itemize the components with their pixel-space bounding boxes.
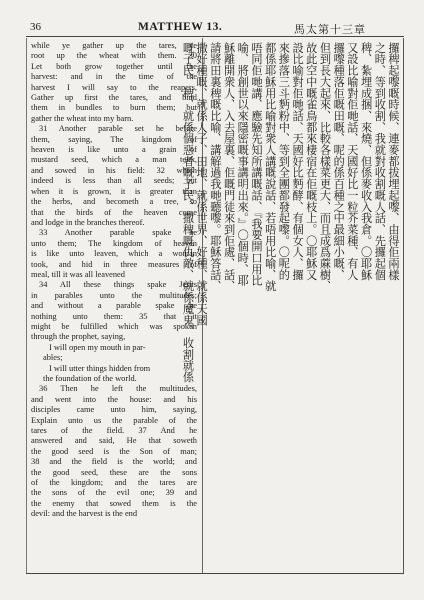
english-line: that the birds of the heaven come — [31, 207, 197, 217]
english-line: harvest I will say to the reapers, — [31, 82, 197, 92]
english-line: root up the wheat with them. 30 — [31, 51, 197, 61]
english-line: through the prophet, saying, — [31, 332, 126, 342]
chinese-column: 都係耶穌用比喻對衆人講嘅說話、若唔用比喻、就 — [263, 42, 277, 292]
english-line: mustard seed, which a man took, — [31, 155, 197, 165]
english-line: meal, till it was all leavened — [31, 269, 125, 279]
english-line: the good seed, these are the sons — [31, 467, 197, 477]
english-line: 31 Another parable set he before — [39, 124, 197, 134]
english-line: harvest: and in the time of the — [31, 72, 197, 82]
chinese-column: 來摻落三斗麪粉中、等到全團都發起嚟。〇呢的 — [277, 42, 291, 281]
chinese-column: 穌離開衆人、入去屋裏、佢嘅門徒來到佢處、話、 — [222, 42, 236, 292]
footer-rule — [26, 573, 404, 574]
english-line: the good seed is the Son of man; — [31, 446, 197, 456]
english-line: heaven is like unto a grain of — [31, 145, 197, 155]
chinese-column: 嘅子民、稗、就係個惡者嘅子民、撒稗嘅仇敵、就係魔鬼、收割就係 — [181, 42, 195, 383]
english-line: while ye gather up the tares, ye — [31, 41, 197, 50]
english-line: them in bundles to burn them; but — [31, 103, 197, 113]
english-line: answered and said, He that soweth — [31, 436, 197, 446]
chinese-column: 攞稗起嚟嘅時候、連麥都拔埋起嚟、由得佢兩樣 — [387, 42, 400, 281]
chinese-column: 又設比喻對佢哋話、天國好比一粒芥菜種、有人 — [345, 42, 359, 281]
chinese-column: 喻、將創世以來隱密嘅事講明出來。』〇個時、耶 — [236, 42, 250, 287]
english-line: and lodge in the branches thereof. — [31, 217, 145, 227]
english-line: Explain unto us the parable of the — [31, 415, 197, 425]
english-line: 33 Another parable spake he — [39, 228, 197, 238]
chinese-column: 設比喻對佢哋話、天國好比麪酵、有個女人、攞 — [291, 42, 305, 281]
english-line: took, and hid in three measures of — [31, 259, 197, 269]
english-line: them, saying, The kingdom of — [31, 134, 197, 144]
english-line: I will utter things hidden from — [49, 363, 151, 373]
english-line: disciples came unto him, saying, — [31, 405, 197, 415]
chinese-text-column — [181, 42, 400, 570]
english-line: ables; — [43, 353, 63, 363]
english-line: the foundation of the world. — [43, 374, 137, 383]
english-line: unto them; The kingdom of heaven — [31, 238, 197, 248]
english-line: gather the wheat into my barn. — [31, 113, 134, 123]
chinese-column: 但到長大起來、比較各樣菜更大、而且成爲蔴樹、 — [318, 42, 332, 292]
page-number: 36 — [30, 21, 41, 33]
english-text-column — [31, 41, 197, 520]
chinese-column: 之時、等到收割、我就對收割嘅人話、先攞起個 — [373, 42, 387, 281]
english-line: and went into the house: and his — [31, 394, 197, 404]
english-line: devil: and the harvest is the end — [31, 509, 138, 519]
english-line: the enemy that sowed them is the — [31, 498, 197, 508]
english-line: might be fulfilled which was spoken — [31, 321, 197, 331]
chinese-column: 故此空中嘅雀鳥都來棲宿在佢嘅枝上。〇耶穌又 — [304, 42, 318, 281]
english-line: when it is grown, it is greater than — [31, 186, 197, 196]
page-header — [26, 18, 404, 38]
english-line: is like unto leaven, which a woman — [31, 249, 197, 259]
english-line: tares of the field. 37 And he — [31, 426, 197, 436]
english-line: Gather up first the tares, and bind — [31, 93, 197, 103]
english-line: and sowed in his field: 32 which — [31, 165, 197, 175]
english-line: indeed is less than all seeds; but — [31, 176, 197, 186]
header-rule — [26, 36, 404, 37]
english-line: and without a parable spake he — [31, 301, 197, 311]
chinese-running-title: 馬太第十三章 — [294, 24, 366, 36]
chinese-column: 請將田裏稗嘅比喻、講解過我哋聽嚟。耶穌答話、 — [208, 42, 222, 292]
english-line: in parables unto the multitudes; — [31, 290, 197, 300]
english-line: Let both grow together until the — [31, 61, 197, 71]
chinese-column: 攞嚟種落佢嘅田嘅、呢的係百種之中最細小嘅、 — [332, 42, 346, 281]
english-line: of the kingdom; and the tares are — [31, 478, 197, 488]
english-line: I will open my mouth in par- — [49, 342, 146, 352]
chinese-column: 撒好種嘅、就係人子、田地、就係世界、好種、就係天國 — [195, 42, 209, 326]
chinese-column: 稗、紮埋成捆、來燒、但係麥收入我倉。〇耶穌 — [359, 42, 373, 281]
english-line: 34 All these things spake Jesus — [39, 280, 197, 290]
english-line: the herbs, and becometh a tree, so — [31, 197, 197, 207]
english-line: the sons of the evil one; 39 and — [31, 488, 197, 498]
english-line: nothing unto them: 35 that it — [31, 311, 197, 321]
english-line: 36 Then he left the multitudes, — [39, 384, 197, 394]
english-running-title: MATTHEW 13. — [138, 21, 223, 33]
english-line: 38 and the field is the world; and — [31, 457, 197, 467]
chinese-column: 唔同佢哋講、應驗先知所講嘅話、『我要開口用比 — [249, 42, 263, 287]
